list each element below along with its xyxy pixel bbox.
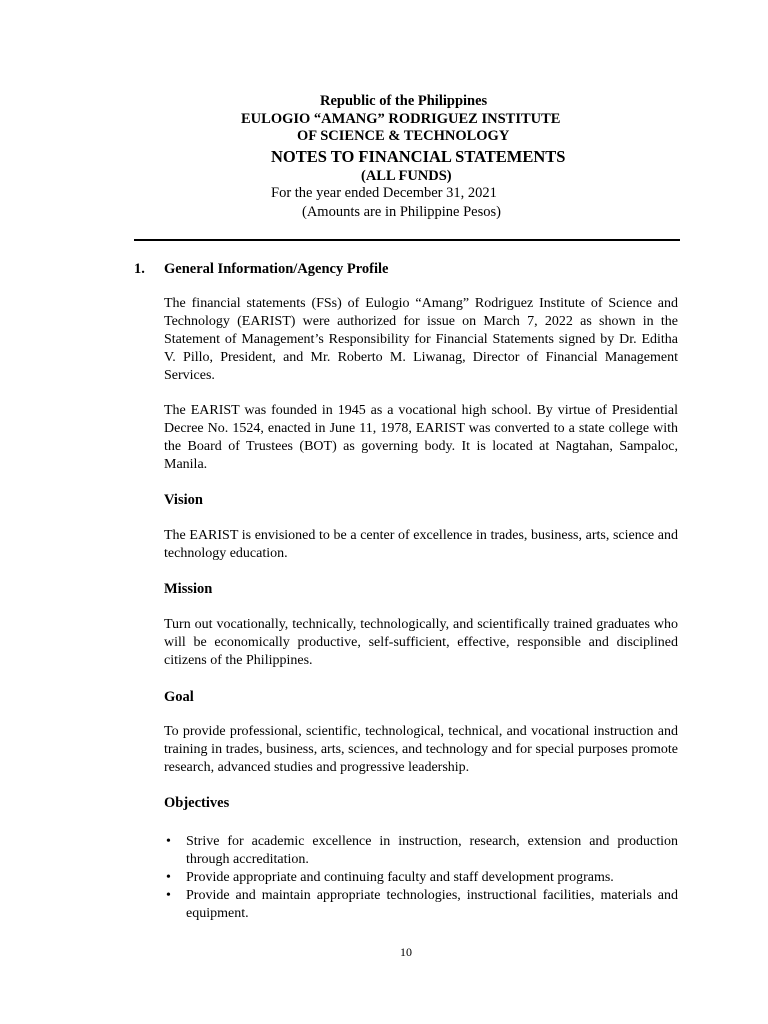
period-line: For the year ended December 31, 2021 <box>271 185 497 201</box>
list-item <box>164 869 678 887</box>
list-item <box>164 833 678 869</box>
objective-text: Provide appropriate and continuing faculty and staff development programs. <box>186 870 614 885</box>
bullet-icon: • <box>166 870 171 885</box>
goal-text: To provide professional, scientific, technological, technical, and vocational instruction and training in trades, business, arts, sciences, and technology and for special purposes promote research, advanced studies and progressive leadership. <box>164 724 678 775</box>
document-title: NOTES TO FINANCIAL STATEMENTS <box>271 147 566 166</box>
currency-note: (Amounts are in Philippine Pesos) <box>302 204 501 220</box>
page-number: 10 <box>400 945 412 959</box>
objectives-list <box>164 833 678 923</box>
vision-heading: Vision <box>164 492 203 508</box>
list-item <box>164 887 678 923</box>
section-number: 1. <box>134 261 145 277</box>
mission-text: Turn out vocationally, technically, technologically, and scientifically trained graduates who will be economically productive, self-sufficient, effective, responsible and disciplined citizens of the Philippines. <box>164 617 678 668</box>
bullet-icon: • <box>166 888 171 903</box>
institute-name-line1: EULOGIO “AMANG” RODRIGUEZ INSTITUTE <box>241 111 561 127</box>
profile-paragraph-2: The EARIST was founded in 1945 as a vocational high school. By virtue of Presidential Decree No. 1524, enacted in June 11, 1978, EARIST was converted to a state college with the Board of Trustees (BOT) as governing body. It is located at Nagtahan, Sampaloc, Manila. <box>164 403 678 472</box>
objectives-heading: Objectives <box>164 795 230 811</box>
mission-heading: Mission <box>164 581 213 597</box>
country-heading: Republic of the Philippines <box>320 93 488 109</box>
section-title: General Information/Agency Profile <box>164 261 389 277</box>
objective-text: Provide and maintain appropriate technologies, instructional facilities, materials and equipment. <box>186 888 678 921</box>
bullet-icon: • <box>166 834 171 849</box>
vision-text: The EARIST is envisioned to be a center of excellence in trades, business, arts, science and technology education. <box>164 528 678 561</box>
objective-text: Strive for academic excellence in instruction, research, extension and production through accreditation. <box>186 834 678 867</box>
profile-paragraph-1: The financial statements (FSs) of Eulogio “Amang” Rodriguez Institute of Science and Technology (EARIST) were authorized for issue on March 7, 2022 as shown in the Statement of Management’s Responsibility for Financial Statements signed by Dr. Editha V. Pillo, President, and Mr. Roberto M. Liwanag, Director of Financial Management Services. <box>164 296 678 383</box>
institute-name-line2: OF SCIENCE & TECHNOLOGY <box>297 128 510 144</box>
header-divider <box>134 239 680 241</box>
goal-heading: Goal <box>164 689 194 705</box>
funds-subtitle: (ALL FUNDS) <box>361 168 452 184</box>
